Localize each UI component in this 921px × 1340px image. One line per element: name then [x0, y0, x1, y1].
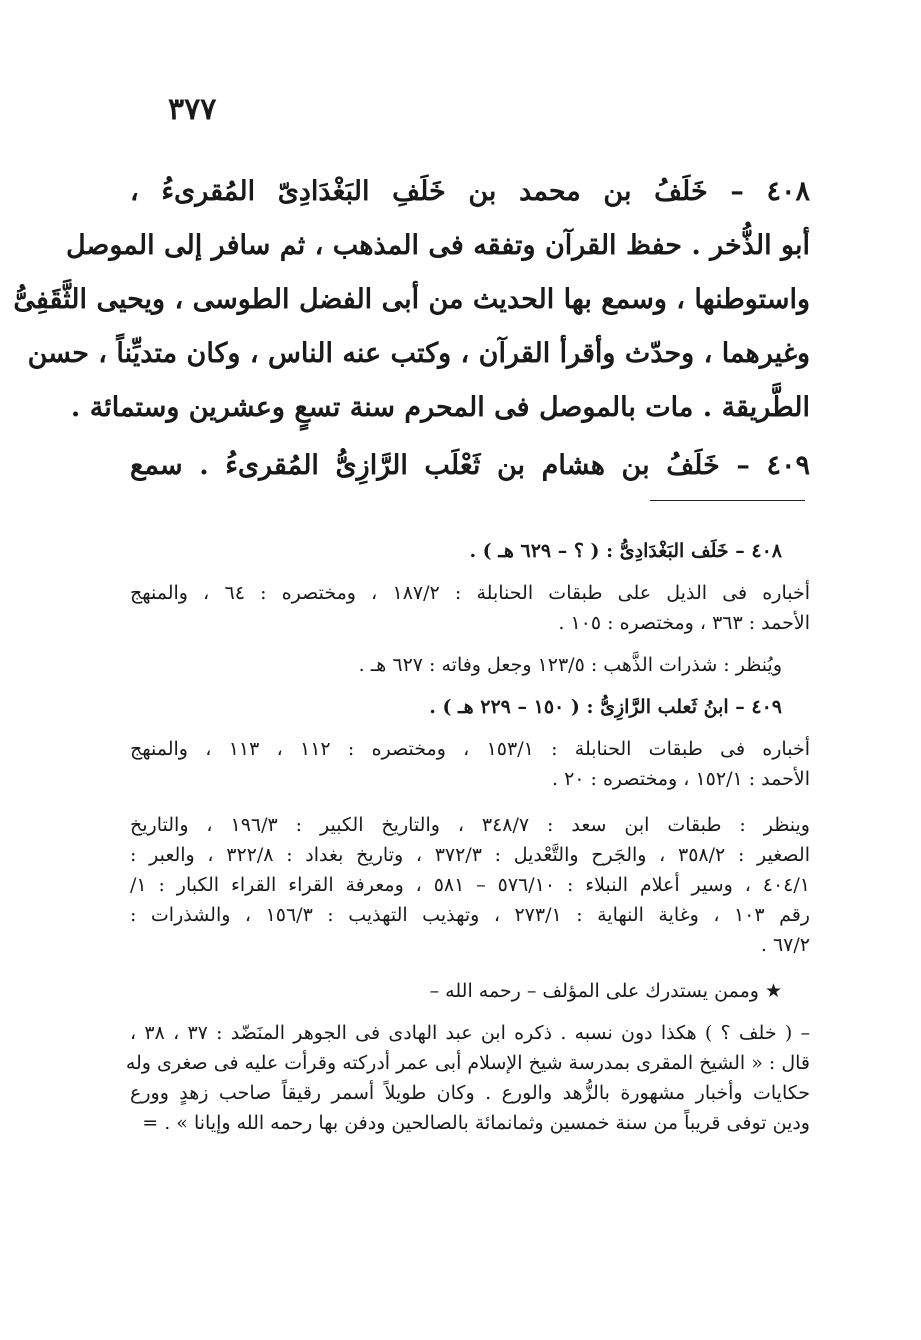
footnote-line: الأحمد : ٣٦٣ ، ومختصره : ١٠٥ .: [558, 612, 810, 634]
main-text-line: واستوطنها ، وسمع بها الحديث من أبى الفضل الطوسى ، ويحيى الثَّقَفِىُّ: [13, 284, 810, 315]
footnote-line: وينظر : طبقات ابن سعد : ٣٤٨/٧ ، والتاريخ الكبير : ١٩٦/٣ ، والتاريخ: [130, 814, 810, 836]
footnote-divider: [650, 500, 805, 501]
footnote-heading: ٤٠٩ – ابنُ ثَعلب الرَّازِىُّ : ( ١٥٠ – ٢٢٩ هـ ) .: [429, 696, 782, 718]
footnote-line: الأحمد : ١٥٢/١ ، ومختصره : ٢٠ .: [551, 768, 810, 790]
main-text-line: وغيرهما ، وحدّث وأقرأ القرآن ، وكتب عنه الناس ، وكان متديِّناً ، حسن: [27, 338, 810, 369]
main-text-line: ٤٠٩ – خَلَفُ بن هشام بن ثَعْلَب الرَّازِىُّ المُقرىءُ . سمع: [130, 450, 810, 481]
footnote-line: قال : « الشيخ المقرى بمدرسة شيخ الإسلام أبى عمر أدركته وقرأت عليه فى صغرى وله: [125, 1052, 810, 1074]
addendum-heading: ★ وممن يستدرك على المؤلف – رحمه الله –: [429, 980, 782, 1002]
footnote-line: حكايات وأخبار مشهورة بالزُّهد والورع . وكان طويلاً أسمر رقيقاً صاحب زهدٍ وورع: [130, 1082, 810, 1104]
footnote-line: ويُنظر : شذرات الذَّهب : ١٢٣/٥ وجعل وفاته : ٦٢٧ هـ .: [358, 654, 782, 676]
footnote-line: أخباره فى الذيل على طبقات الحنابلة : ١٨٧/٢ ، ومختصره : ٦٤ ، والمنهج: [130, 582, 810, 604]
footnote-line: الصغير : ٣٥٨/٢ ، والجَرح والتَّعْديل : ٣٧٢/٣ ، وتاريخ بغداد : ٣٢٢/٨ ، والعبر :: [130, 844, 810, 866]
footnote-line: رقم ١٠٣ ، وغاية النهاية : ٢٧٣/١ ، وتهذيب التهذيب : ١٥٦/٣ ، والشذرات :: [130, 904, 810, 926]
main-text-line: ٤٠٨ – خَلَفُ بن محمد بن خَلَفِ البَغْدَادِىّ المُقرىءُ ،: [130, 176, 810, 207]
footnote-line: ٦٧/٢ .: [760, 934, 810, 956]
main-text-line: الطَّريقة . مات بالموصل فى المحرم سنة تسعٍ وعشرين وستمائة .: [70, 392, 810, 423]
main-text-line: أبو الذُّخر . حفظ القرآن وتفقه فى المذهب ، ثم سافر إلى الموصل: [65, 230, 810, 261]
main-text: [13, 165, 810, 493]
footnote-line: أخباره فى طبقات الحنابلة : ١٥٣/١ ، ومختصره : ١١٢ ، ١١٣ ، والمنهج: [130, 738, 810, 760]
footnotes: [125, 536, 810, 1138]
footnote-heading: ٤٠٨ – خَلَف البَغْدَادِىُّ : ( ؟ – ٦٢٩ هـ ) .: [469, 540, 782, 562]
footnote-line: ودين توفى قريباً من سنة خمسين وثمانمائة بالصالحين ودفن بها رحمه الله وإيانا » . =: [142, 1112, 810, 1134]
footnote-line: – ( خلف ؟ ) هكذا دون نسبه . ذكره ابن عبد الهادى فى الجوهر المنَضّد : ٣٧ ، ٣٨ ،: [130, 1022, 810, 1044]
page-number: ٣٧٧: [168, 92, 217, 127]
footnote-line: ٤٠٤/١ ، وسير أعلام النبلاء : ٥٧٦/١٠ – ٥٨١ ، ومعرفة القراء القراء الكبار : ١/: [130, 874, 810, 896]
